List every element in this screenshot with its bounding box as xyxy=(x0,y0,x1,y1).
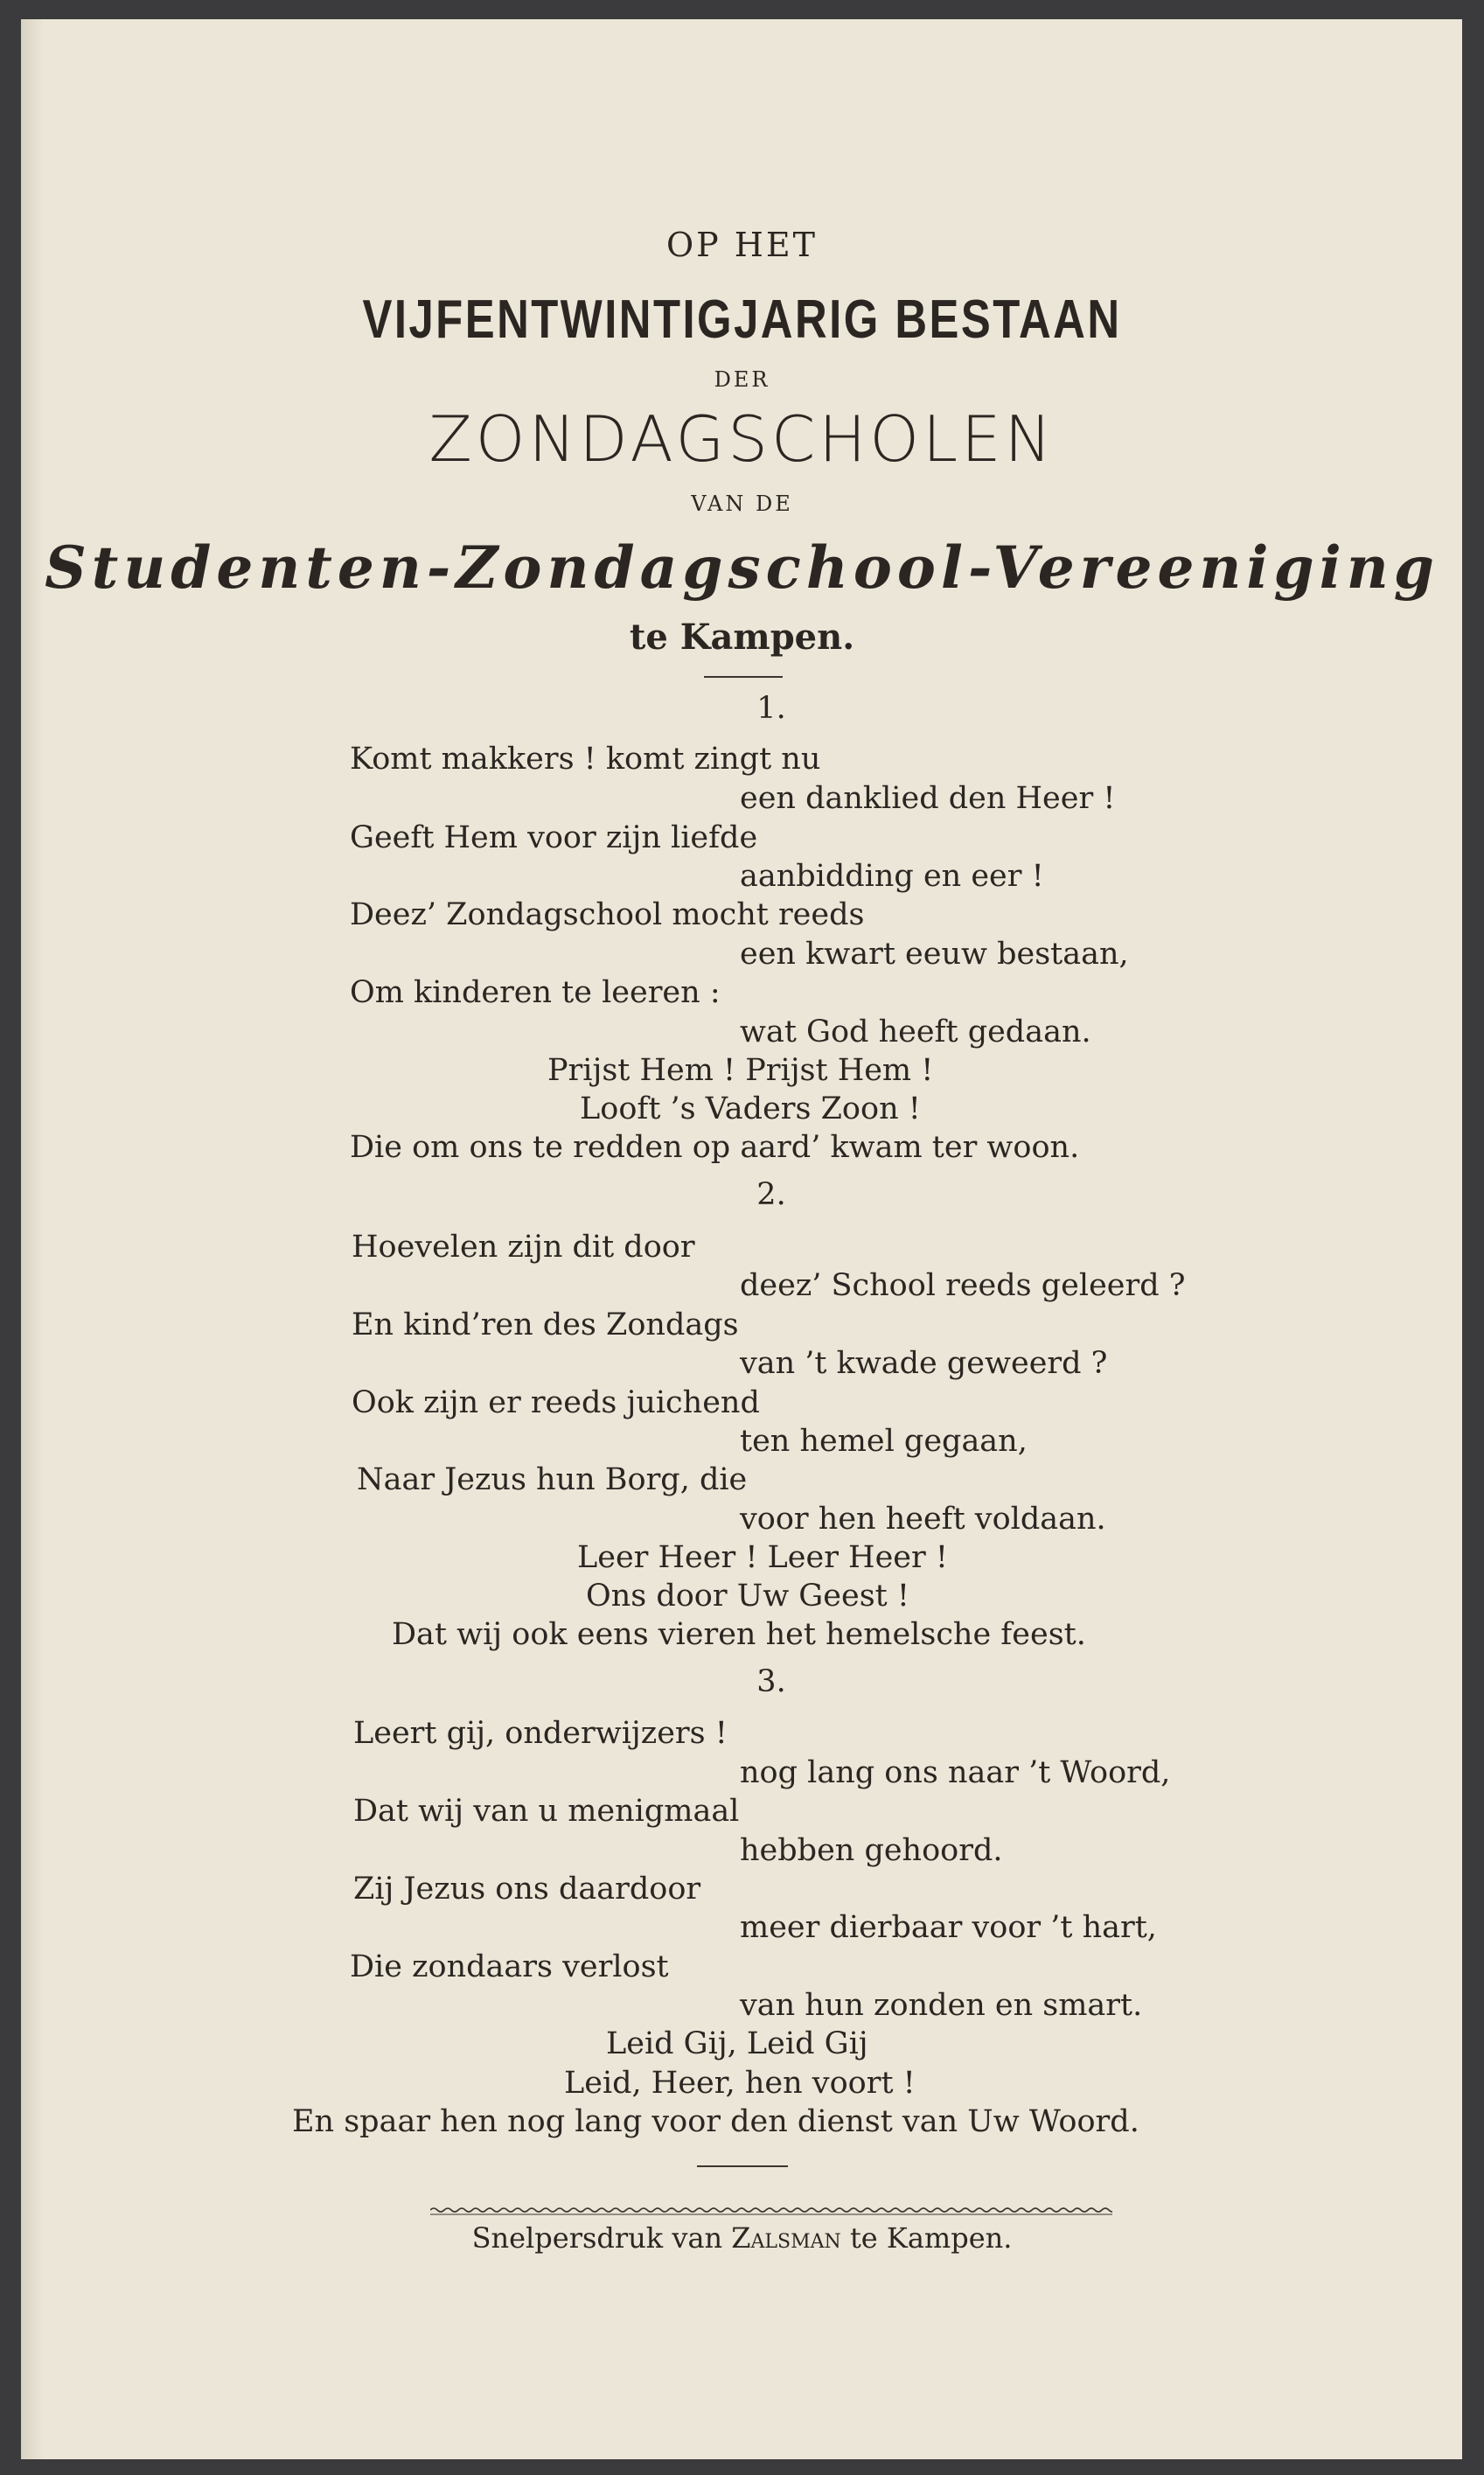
verse-line: Prijst Hem ! Prijst Hem ! xyxy=(547,1053,934,1088)
verse-line: Deez’ Zondagschool mocht reeds xyxy=(350,897,865,932)
verse-line: Leer Heer ! Leer Heer ! xyxy=(577,1540,948,1575)
header-title-vereeniging: Studenten-Zondagschool-Vereeniging xyxy=(45,533,1439,602)
verse-line: En spaar hen nog lang voor den dienst van Uw Woord. xyxy=(292,2104,1139,2139)
verse-line: Geeft Hem voor zijn liefde xyxy=(350,820,758,855)
header-title-zondagscholen: ZONDAGSCHOLEN xyxy=(428,402,1056,476)
verse-line: Hoevelen zijn dit door xyxy=(352,1230,695,1265)
verse-line: voor hen heeft voldaan. xyxy=(740,1502,1106,1537)
header-te-kampen: te Kampen. xyxy=(629,617,855,658)
header-title-vijfentwintigjarig: VIJFENTWINTIGJARIG BESTAAN xyxy=(362,289,1122,350)
stanza-number-1: 1. xyxy=(756,691,786,726)
verse-line: nog lang ons naar ’t Woord, xyxy=(740,1755,1171,1790)
verse-line: Looft ’s Vaders Zoon ! xyxy=(580,1091,921,1126)
verse-line: een kwart eeuw bestaan, xyxy=(740,937,1129,972)
verse-line: een danklied den Heer ! xyxy=(740,781,1116,816)
verse-line: aanbidding en eer ! xyxy=(740,859,1044,894)
stanza-number-2: 2. xyxy=(756,1177,786,1212)
verse-line: Die zondaars verlost xyxy=(350,1949,669,1984)
header-der: DER xyxy=(714,367,770,392)
printer-imprint xyxy=(0,2221,1484,2255)
imprint-name: Zalsman xyxy=(731,2221,841,2255)
verse-line: van ’t kwade geweerd ? xyxy=(740,1346,1108,1381)
verse-line: Dat wij van u menigmaal xyxy=(353,1794,740,1829)
imprint-after: te Kampen. xyxy=(840,2221,1013,2255)
imprint-before: Snelpersdruk van xyxy=(471,2221,732,2255)
verse-line: Komt makkers ! komt zingt nu xyxy=(350,742,821,777)
header-van-de: VAN DE xyxy=(691,492,793,516)
verse-line: Om kinderen te leeren : xyxy=(350,975,721,1010)
wavy-rule xyxy=(430,2207,1112,2217)
verse-line: meer dierbaar voor ’t hart, xyxy=(740,1910,1157,1945)
verse-line: van hun zonden en smart. xyxy=(740,1988,1143,2023)
header-op-het: OP HET xyxy=(665,226,819,264)
verse-line: Zij Jezus ons daardoor xyxy=(353,1872,701,1907)
verse-line: wat God heeft gedaan. xyxy=(740,1014,1091,1049)
verse-line: Ons door Uw Geest ! xyxy=(586,1579,909,1614)
verse-line: Leid Gij, Leid Gij xyxy=(606,2026,868,2061)
verse-line: Leid, Heer, hen voort ! xyxy=(564,2066,916,2101)
verse-line: Leert gij, onderwijzers ! xyxy=(353,1716,728,1751)
verse-line: En kind’ren des Zondags xyxy=(352,1307,739,1342)
stanza-number-3: 3. xyxy=(756,1664,786,1699)
divider-header xyxy=(704,676,783,678)
verse-line: Naar Jezus hun Borg, die xyxy=(357,1462,748,1497)
verse-line: Die om ons te redden op aard’ kwam ter woon. xyxy=(350,1130,1080,1165)
verse-line: ten hemel gegaan, xyxy=(740,1424,1028,1459)
divider-footer xyxy=(697,2165,788,2167)
verse-line: deez’ School reeds geleerd ? xyxy=(740,1268,1186,1303)
verse-line: hebben gehoord. xyxy=(740,1833,1003,1868)
verse-line: Ook zijn er reeds juichend xyxy=(352,1385,760,1420)
verse-line: Dat wij ook eens vieren het hemelsche feest. xyxy=(392,1617,1086,1652)
